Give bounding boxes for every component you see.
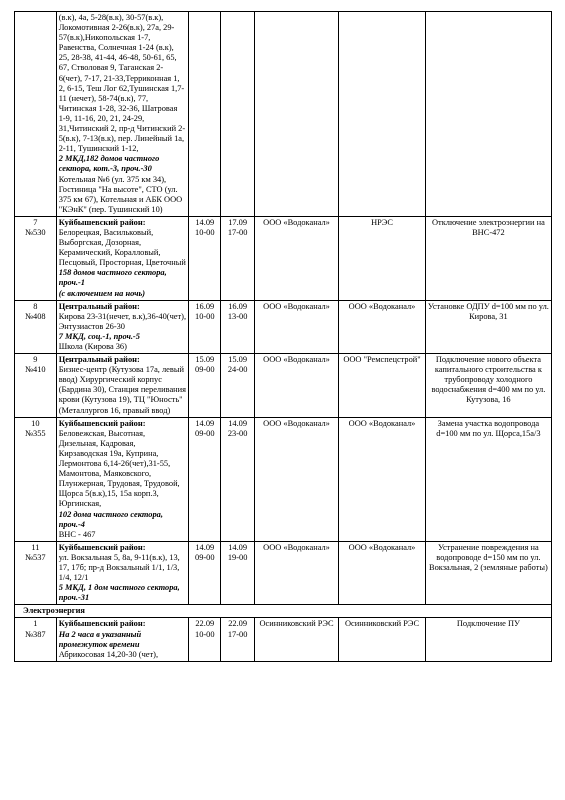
region-label: Куйбышевский район: [58, 619, 146, 629]
source-cell: ООО «Водоканал» [339, 300, 426, 353]
region-label: Центральный район: [58, 301, 140, 311]
end-time: 19-00 [227, 552, 248, 562]
row-number-cell [15, 618, 57, 661]
note-text: (с включением на ночь) [58, 288, 146, 298]
row-number-cell [15, 216, 57, 300]
start-date: 14.09 [195, 542, 215, 552]
table-row [15, 541, 552, 605]
row-number-cell [15, 541, 57, 605]
end-date: 22.09 [228, 619, 248, 629]
start-cell [189, 300, 221, 353]
table-row [15, 216, 552, 300]
executor-cell: ООО «Водоканал» [254, 417, 338, 541]
start-date: 15.09 [195, 355, 215, 365]
reason-cell: Подключение ПУ [425, 618, 551, 661]
registry-number: №537 [25, 552, 46, 562]
row-number: 10 [31, 418, 40, 428]
start-time: 10-00 [195, 227, 215, 237]
address-cell [56, 216, 188, 300]
section-row [15, 605, 552, 618]
end-cell [221, 541, 254, 605]
row-number: 8 [33, 301, 38, 311]
start-cell [189, 417, 221, 541]
row-number-cell [15, 417, 57, 541]
row-number: 1 [33, 619, 38, 629]
start-date: 14.09 [195, 217, 215, 227]
registry-number: №408 [25, 311, 46, 321]
address-text: Кирова 23-31(нечет, в.к),36-40(чет), Энтузиастов 26-30 [58, 311, 187, 331]
source-cell: ООО "Ремспецстрой" [339, 354, 426, 418]
end-time: 13-00 [227, 311, 248, 321]
start-time: 09-00 [195, 365, 215, 375]
reason-cell: Установке ОДПУ d=100 мм по ул. Кирова, 31 [425, 300, 551, 353]
extra-text: Школа (Кирова 36) [58, 342, 127, 351]
row-number-cell [15, 300, 57, 353]
source-cell: ООО «Водоканал» [339, 541, 426, 605]
end-cell [221, 354, 254, 418]
address-cell [56, 300, 188, 353]
start-time: 09-00 [195, 428, 215, 438]
end-cell [221, 300, 254, 353]
row-number: 9 [33, 355, 38, 365]
registry-number: №355 [25, 428, 46, 438]
source-cell: Осинниковский РЭС [339, 618, 426, 661]
table-row [15, 354, 552, 418]
start-date: 16.09 [195, 301, 215, 311]
address-cell [56, 417, 188, 541]
table-row [15, 12, 552, 217]
region-label: Куйбышевский район: [58, 542, 146, 552]
executor-cell: Осинниковский РЭС [254, 618, 338, 661]
address-text: (в.к), 4а, 5-28(в.к), 30-57(в.к), Локомотивная 2-26(в.к), 27а, 29-57(в.к),Никопольская 1-7, Равенства, Солнечная 1-24 (в.к), 25, 28-38, 41-44, 46-48, 50-61, 65, 67, Стволовая 9, Таганская 2-6(чет), 7-17, 21-33,Терриконная 1, 2, 6-15, Теш Лог 62,Тушинская 1,7-11 (нечет), 58-74(в.к), 77, Читинская 1-28, 32-36, Шатровая 1-9, 11-16, 20, 21, 24-29, 31,Читинский 2, пр-д Читинский 2-5(в.к), 7-13(в.к), пер. Линейный 1а, 2-11, Тушинский 1-12, [58, 13, 186, 154]
executor-cell: ООО «Водоканал» [254, 300, 338, 353]
table-row [15, 618, 552, 661]
reason-cell: Подключение нового объекта капитального строительства к трубопроводу холодного водоснабжения d=400 мм по ул. Кутузова, 16 [425, 354, 551, 418]
start-cell [189, 618, 221, 661]
start-date: 22.09 [195, 619, 215, 629]
registry-number: №530 [25, 227, 46, 237]
registry-number: №410 [25, 365, 46, 375]
end-cell [221, 417, 254, 541]
address-cell [56, 618, 188, 661]
outage-table [14, 11, 552, 662]
executor-cell: ООО «Водоканал» [254, 541, 338, 605]
reason-cell: Устранение повреждения на водопроводе d=150 мм по ул. Вокзальная, 2 (земляные работы) [425, 541, 551, 605]
start-cell [189, 216, 221, 300]
start-date: 14.09 [195, 418, 215, 428]
address-cell [56, 12, 188, 217]
address-cell [56, 541, 188, 605]
end-time: 17-00 [227, 227, 248, 237]
start-cell [189, 541, 221, 605]
extra-text: Котельная №6 (ул. 375 км 34), Гостиница "На высоте", СТО (ул. 375 км 67), Котельная и АБК ООО "КЭнК" (пер. Тушинский 10) [58, 174, 183, 214]
table-row [15, 417, 552, 541]
row-number-cell [15, 354, 57, 418]
summary-text: 7 МКД, соц.-1, проч.-5 [58, 331, 140, 341]
address-text: Белорецкая, Васильковый, Выборгская, Дозорная, Керамический, Коралловый, Песцовый, Просторная, Цветочный [58, 227, 186, 268]
reason-cell: Замена участка водопровода d=100 мм по ул. Щорса,15а/3 [425, 417, 551, 541]
end-date: 16.09 [228, 301, 248, 311]
end-cell [221, 216, 254, 300]
end-date: 14.09 [228, 542, 248, 552]
executor-cell: ООО «Водоканал» [254, 354, 338, 418]
summary-text: 158 домов частного сектора, проч.-1 [58, 268, 167, 288]
registry-number: №387 [25, 629, 46, 639]
address-text: ул. Вокзальная 5, 8а, 9-11(в.к), 13, 17, 17б; пр-д Вокзальный 1/1, 1/3, 1/4, 12/1 [58, 552, 180, 583]
extra-text: ВНС - 467 [58, 529, 96, 539]
end-date: 15.09 [228, 355, 248, 365]
address-cell [56, 354, 188, 418]
end-cell [221, 618, 254, 661]
start-time: 10-00 [195, 629, 215, 639]
table-row [15, 300, 552, 353]
end-time: 17-00 [227, 629, 248, 639]
end-time: 24-00 [227, 365, 248, 375]
start-time: 10-00 [195, 311, 215, 321]
section-title: Электроэнергия [15, 605, 552, 618]
reason-cell: Отключение электроэнергии на ВНС-472 [425, 216, 551, 300]
address-text: Абрикосовая 14,20-30 (чет), [58, 649, 159, 659]
end-time: 23-00 [227, 428, 248, 438]
summary-text: 5 МКД, 1 дом частного сектора, проч.-31 [58, 583, 180, 603]
executor-cell: ООО «Водоканал» [254, 216, 338, 300]
source-cell: НРЭС [339, 216, 426, 300]
start-time: 09-00 [195, 552, 215, 562]
summary-text: На 2 часа в указанный промежуток времени [58, 629, 142, 649]
source-cell: ООО «Водоканал» [339, 417, 426, 541]
region-label: Куйбышевский район: [58, 418, 146, 428]
address-text: Беловежская, Высотная, Дизельная, Кадровая, Кирзаводская 19а, Куприна, Лермонтова 6,14-26(чет),31-55, Мамонтова, Маяковского, Плунжерная, Трудовая, Трудовой, Щорса 5(в.к),15, 15а корп.3, Юргинская, [58, 428, 180, 509]
region-label: Центральный район: [58, 355, 140, 365]
start-cell [189, 354, 221, 418]
end-date: 14.09 [228, 418, 248, 428]
summary-text: 2 МКД,182 домов частного сектора, кот.-3, проч.-30 [58, 154, 160, 174]
row-number: 11 [31, 542, 40, 552]
region-label: Куйбышевский район: [58, 217, 146, 227]
row-number: 7 [33, 217, 38, 227]
summary-text: 102 дома частного сектора, проч.-4 [58, 509, 163, 529]
end-date: 17.09 [228, 217, 248, 227]
address-text: Бизнес-центр (Кутузова 17а, левый ввод) Хирургический корпус (Бардина 30), Станция переливания крови (Кутузова 19), ТЦ "Юность" (Металлургов 16, правый ввод) [58, 365, 186, 415]
